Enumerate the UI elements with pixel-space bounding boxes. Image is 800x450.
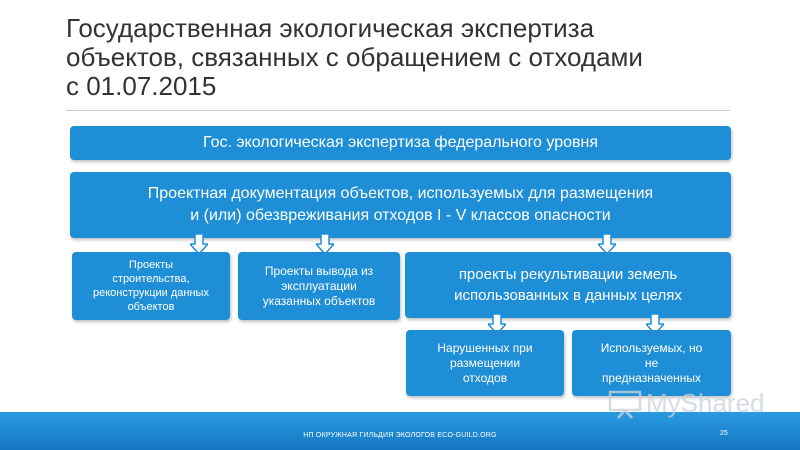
down-arrow-icon [598,234,616,254]
title-line: объектов, связанных с обращением с отходами [66,42,643,72]
box-label-line: Проекты [128,259,174,271]
box-label-line: Проектная документация объектов, используемых для размещения [147,185,654,202]
box-label-line: использованных в данных целях [454,287,682,304]
footer-org-text: НП ОКРУЖНАЯ ГИЛЬДИЯ ЭКОЛОГОВ ECO-GUILD.ORG [303,432,497,439]
box-label-line: не [644,355,659,370]
down-arrow-icon [316,234,334,254]
page-number: 25 [720,430,728,437]
project-documentation-box [70,172,731,238]
box-label-line: проекты рекультивации земель [458,266,678,283]
disturbed-lands-box [406,330,564,396]
slide-title [66,14,766,101]
box-label-line: объектов [127,301,175,313]
box-label-line: указанных объектов [262,293,376,308]
title-line: с 01.07.2015 [66,71,217,101]
box-label-line: Используемых, но [600,340,703,355]
federal-expertise-box [70,126,731,160]
used-lands-box [572,330,731,396]
box-label-line: Нарушенных при [437,340,533,355]
box-label-line: отходов [462,370,508,385]
box-label-line: эксплуатации [281,278,357,293]
land-reclamation-projects-box [405,252,731,318]
box-label-line: предназначенных [601,370,702,385]
watermark [608,388,765,419]
title-line: Государственная экологическая экспертиза [66,13,595,43]
box-label-line: реконструкции данных [93,287,209,299]
title-divider [66,110,730,111]
presentation-board-icon [608,389,642,419]
watermark-text: MyShared [646,388,765,418]
construction-projects-box [72,252,230,320]
box-label: Гос. экологическая экспертиза федерального уровня [202,134,599,151]
box-label-line: строительства, [112,273,190,285]
box-label-line: Проекты вывода из [264,263,374,278]
down-arrow-icon [190,234,208,254]
box-label-line: размещении [449,355,521,370]
box-label-line: и (или) обезвреживания отходов I - V классов опасности [190,207,611,224]
decommissioning-projects-box [238,252,400,320]
